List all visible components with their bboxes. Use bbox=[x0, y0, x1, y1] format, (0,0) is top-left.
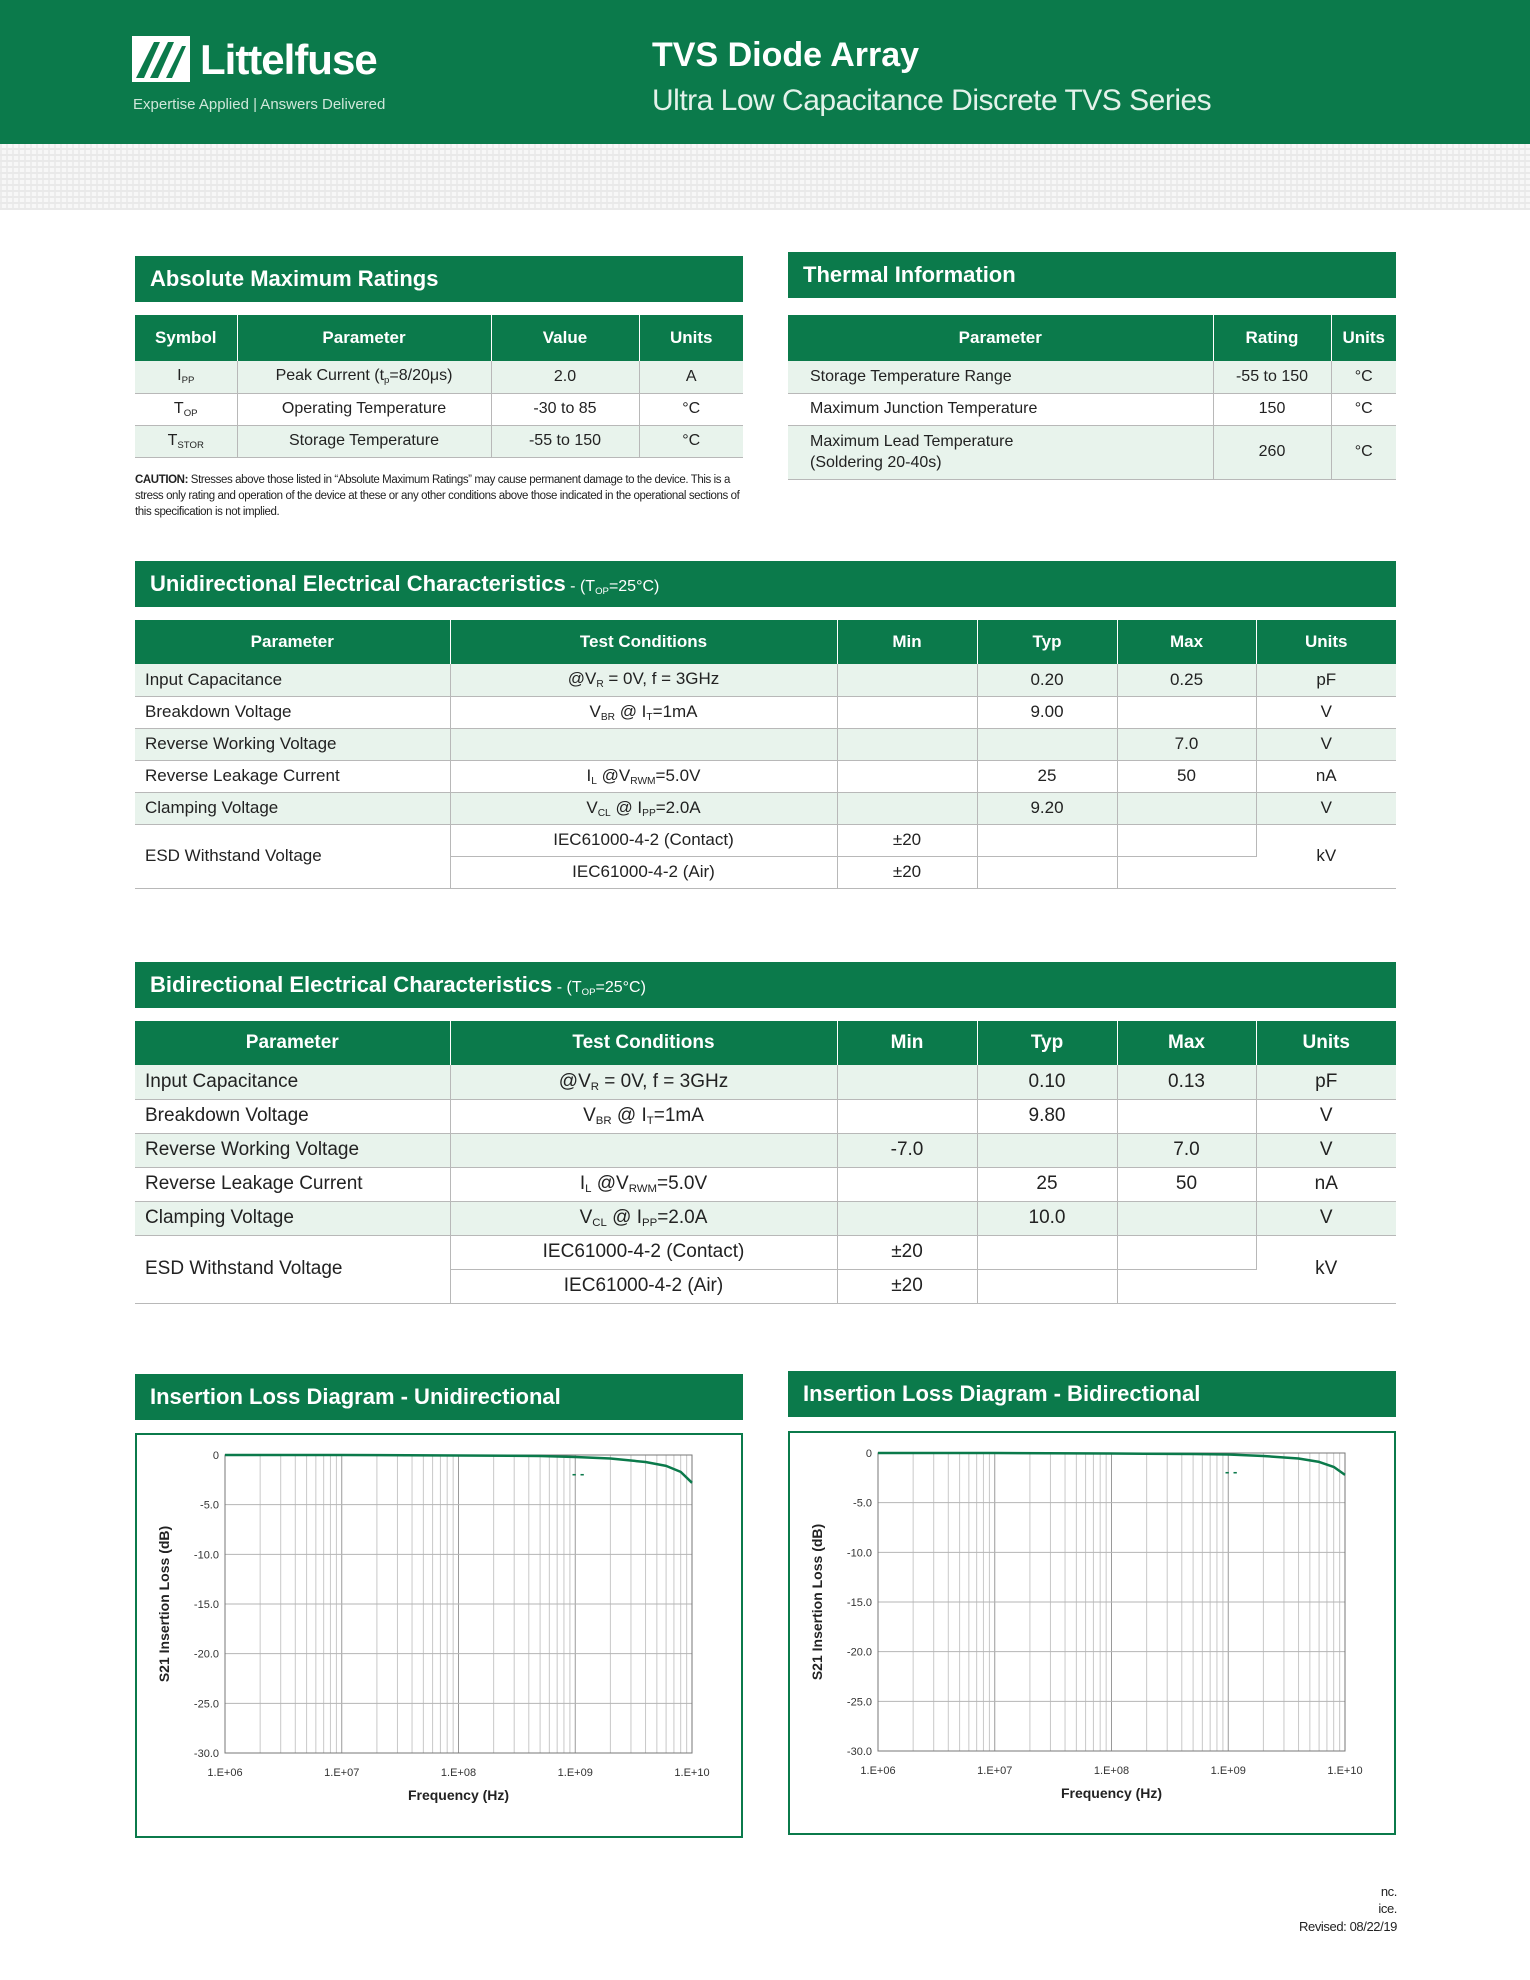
min-cell: ±20 bbox=[837, 824, 977, 856]
symbol-cell: $I_{PP}$ bbox=[135, 361, 237, 393]
test-condition-cell: $V_{CL}$ @ $I_{PP}=2.0A$ bbox=[450, 1201, 837, 1235]
table-row bbox=[135, 1201, 1396, 1235]
bidirectional-heading: Bidirectional Electrical Characteristics - $(T_{OP}=25^\circ C)$ bbox=[135, 962, 1396, 1008]
insertion-loss-bi-chart bbox=[788, 1431, 1396, 1835]
parameter-cell: Clamping Voltage bbox=[135, 1201, 450, 1235]
col-header: Parameter bbox=[237, 315, 491, 361]
y-tick-label: -15.0 bbox=[846, 1597, 872, 1609]
table-row bbox=[788, 361, 1396, 393]
table-header-row bbox=[788, 315, 1396, 361]
max-cell: 50 bbox=[1117, 760, 1256, 792]
max-cell bbox=[1117, 1099, 1256, 1133]
insertion-loss-uni-chart bbox=[135, 1433, 743, 1838]
parameter-cell: ESD Withstand Voltage bbox=[135, 1235, 450, 1303]
x-tick-label: 1.E+07 bbox=[324, 1767, 360, 1779]
x-tick-label: 1.E+06 bbox=[860, 1765, 896, 1777]
units-cell: pF bbox=[1256, 1065, 1396, 1099]
max-cell: 50 bbox=[1117, 1167, 1256, 1201]
decorative-pattern-band bbox=[0, 144, 1530, 210]
col-header: Min bbox=[837, 620, 977, 664]
x-tick-label: 1.E+09 bbox=[557, 1767, 593, 1779]
typ-cell: 0.20 bbox=[977, 664, 1117, 696]
table-row bbox=[135, 664, 1396, 696]
header-banner bbox=[0, 0, 1530, 144]
x-tick-label: 1.E+10 bbox=[1327, 1765, 1363, 1777]
units-cell: V bbox=[1256, 792, 1396, 824]
y-axis-label: S21 Insertion Loss (dB) bbox=[809, 1523, 825, 1681]
y-tick-label: 0 bbox=[865, 1448, 872, 1460]
littelfuse-logo-icon bbox=[132, 34, 190, 84]
table-row bbox=[135, 792, 1396, 824]
footer-revised: Revised: 08/22/19 bbox=[1299, 1919, 1397, 1934]
x-axis-label: Frequency (Hz) bbox=[407, 1787, 510, 1803]
typ-cell bbox=[977, 1235, 1117, 1269]
chart-svg bbox=[790, 1433, 1394, 1833]
units-cell: nA bbox=[1256, 1167, 1396, 1201]
symbol-cell: $T_{OP}$ bbox=[135, 393, 237, 425]
typ-cell: 25 bbox=[977, 760, 1117, 792]
y-axis-label: S21 Insertion Loss (dB) bbox=[156, 1525, 172, 1683]
y-tick-label: 0 bbox=[212, 1450, 219, 1462]
abs-max-table bbox=[135, 315, 743, 458]
thermal-heading: Thermal Information bbox=[788, 252, 1396, 298]
units-cell: V bbox=[1256, 696, 1396, 728]
table-row bbox=[135, 824, 1396, 856]
value-cell: -55 to 150 bbox=[491, 425, 639, 457]
value-cell: -30 to 85 bbox=[491, 393, 639, 425]
unidirectional-heading: Unidirectional Electrical Characteristics - $(T_{OP}=25^\circ C)$ bbox=[135, 561, 1396, 607]
insertion-loss-bi-heading: Insertion Loss Diagram - Bidirectional bbox=[788, 1371, 1396, 1417]
parameter-cell: Input Capacitance bbox=[135, 1065, 450, 1099]
test-condition-cell: $V_{CL}$ @ $I_{PP}=2.0A$ bbox=[450, 792, 837, 824]
parameter-cell: Operating Temperature bbox=[237, 393, 491, 425]
parameter-cell: Input Capacitance bbox=[135, 664, 450, 696]
units-cell: °C bbox=[639, 393, 743, 425]
table-row bbox=[135, 1099, 1396, 1133]
typ-cell: 9.00 bbox=[977, 696, 1117, 728]
table-row bbox=[135, 361, 743, 393]
col-header: Value bbox=[491, 315, 639, 361]
col-header: Typ bbox=[977, 1021, 1117, 1065]
rating-cell: 150 bbox=[1213, 393, 1331, 425]
y-tick-label: -30.0 bbox=[193, 1748, 219, 1760]
test-condition-cell: $I_L$ $@V_{RWM}=5.0V$ bbox=[450, 760, 837, 792]
col-header: Parameter bbox=[135, 620, 450, 664]
test-condition-cell: IEC61000-4-2 (Contact) bbox=[450, 824, 837, 856]
abs-max-heading: Absolute Maximum Ratings bbox=[135, 256, 743, 302]
table-row bbox=[135, 1167, 1396, 1201]
caution-note: CAUTION: Stresses above those listed in “Absolute Maximum Ratings” may cause permanent damage to the device. This is a stress only rating and operation of the device at these or any other conditions above those indicated in the operational sections of this specification is not implied. bbox=[135, 474, 740, 518]
symbol-cell: $T_{STOR}$ bbox=[135, 425, 237, 457]
max-cell bbox=[1117, 824, 1256, 856]
max-cell: 0.25 bbox=[1117, 664, 1256, 696]
table-row bbox=[135, 1235, 1396, 1269]
chart-svg bbox=[137, 1435, 741, 1836]
max-cell: 0.13 bbox=[1117, 1065, 1256, 1099]
units-cell: V bbox=[1256, 1133, 1396, 1167]
typ-cell bbox=[977, 856, 1117, 888]
min-cell bbox=[837, 1099, 977, 1133]
units-cell: °C bbox=[1331, 361, 1396, 393]
table-row bbox=[788, 393, 1396, 425]
units-cell: °C bbox=[1331, 425, 1396, 479]
brand-name: Littelfuse bbox=[200, 36, 377, 83]
max-cell bbox=[1117, 1269, 1256, 1303]
x-tick-label: 1.E+08 bbox=[440, 1767, 477, 1779]
min-cell bbox=[837, 760, 977, 792]
parameter-cell: ESD Withstand Voltage bbox=[135, 824, 450, 888]
max-cell bbox=[1117, 1235, 1256, 1269]
typ-cell bbox=[977, 1269, 1117, 1303]
parameter-cell: Reverse Leakage Current bbox=[135, 1167, 450, 1201]
col-header: Min bbox=[837, 1021, 977, 1065]
col-header: Max bbox=[1117, 620, 1256, 664]
col-header: Test Conditions bbox=[450, 620, 837, 664]
parameter-cell: Reverse Working Voltage bbox=[135, 1133, 450, 1167]
y-tick-label: -25.0 bbox=[846, 1696, 872, 1709]
min-cell bbox=[837, 792, 977, 824]
max-cell bbox=[1117, 792, 1256, 824]
legend-marker: - - bbox=[1225, 1464, 1238, 1479]
min-cell: ±20 bbox=[837, 1269, 977, 1303]
max-cell bbox=[1117, 856, 1256, 888]
min-cell bbox=[837, 1201, 977, 1235]
col-header: Parameter bbox=[135, 1021, 450, 1065]
parameter-cell: Reverse Working Voltage bbox=[135, 728, 450, 760]
test-condition-cell bbox=[450, 728, 837, 760]
typ-cell bbox=[977, 1133, 1117, 1167]
test-condition-cell: IEC61000-4-2 (Air) bbox=[450, 856, 837, 888]
col-header: Typ bbox=[977, 620, 1117, 664]
page-title: TVS Diode Array bbox=[652, 36, 920, 74]
col-header: Units bbox=[1256, 620, 1396, 664]
y-tick-label: -15.0 bbox=[193, 1599, 219, 1611]
table-row bbox=[135, 1065, 1396, 1099]
col-header: Units bbox=[639, 315, 743, 361]
y-tick-label: -5.0 bbox=[853, 1497, 872, 1510]
footer-line: ice. bbox=[1378, 1901, 1397, 1916]
test-condition-cell: IEC61000-4-2 (Contact) bbox=[450, 1235, 837, 1269]
min-cell bbox=[837, 728, 977, 760]
parameter-cell: Maximum Lead Temperature (Soldering 20-40s) bbox=[788, 425, 1213, 479]
table-row bbox=[788, 425, 1396, 479]
units-cell: V bbox=[1256, 1201, 1396, 1235]
test-condition-cell: $@V_R = 0V$, f = 3GHz bbox=[450, 664, 837, 696]
brand-tagline: Expertise Applied | Answers Delivered bbox=[133, 96, 386, 113]
max-cell bbox=[1117, 696, 1256, 728]
units-cell: nA bbox=[1256, 760, 1396, 792]
typ-cell: 9.20 bbox=[977, 792, 1117, 824]
col-header: Units bbox=[1256, 1021, 1396, 1065]
test-condition-cell bbox=[450, 1133, 837, 1167]
typ-cell bbox=[977, 824, 1117, 856]
units-cell: °C bbox=[639, 425, 743, 457]
typ-cell bbox=[977, 728, 1117, 760]
table-row bbox=[135, 1133, 1396, 1167]
test-condition-cell: IEC61000-4-2 (Air) bbox=[450, 1269, 837, 1303]
x-tick-label: 1.E+09 bbox=[1210, 1765, 1246, 1777]
table-header-row bbox=[135, 315, 743, 361]
x-axis-label: Frequency (Hz) bbox=[1060, 1785, 1163, 1801]
x-tick-label: 1.E+08 bbox=[1093, 1765, 1130, 1777]
parameter-cell: Reverse Leakage Current bbox=[135, 760, 450, 792]
max-cell: 7.0 bbox=[1117, 728, 1256, 760]
parameter-cell: Maximum Junction Temperature bbox=[788, 393, 1213, 425]
table-row bbox=[135, 728, 1396, 760]
test-condition-cell: $I_L$ $@V_{RWM}=5.0V$ bbox=[450, 1167, 837, 1201]
min-cell bbox=[837, 1065, 977, 1099]
units-cell: °C bbox=[1331, 393, 1396, 425]
test-condition-cell: $@V_R = 0V$, f = 3GHz bbox=[450, 1065, 837, 1099]
parameter-cell: Breakdown Voltage bbox=[135, 1099, 450, 1133]
x-tick-label: 1.E+06 bbox=[207, 1767, 243, 1779]
min-cell bbox=[837, 664, 977, 696]
units-cell: kV bbox=[1256, 1235, 1396, 1303]
parameter-cell: Peak Current $(t_p=8/20\mu s)$ bbox=[237, 361, 491, 393]
y-tick-label: -5.0 bbox=[200, 1499, 219, 1512]
y-tick-label: -25.0 bbox=[193, 1698, 219, 1711]
min-cell bbox=[837, 1167, 977, 1201]
test-condition-cell: $V_{BR}$ @ $I_T=1mA$ bbox=[450, 1099, 837, 1133]
min-cell: -7.0 bbox=[837, 1133, 977, 1167]
table-header-row bbox=[135, 620, 1396, 664]
y-tick-label: -20.0 bbox=[846, 1646, 872, 1659]
y-tick-label: -10.0 bbox=[193, 1549, 219, 1562]
insertion-loss-uni-heading: Insertion Loss Diagram - Unidirectional bbox=[135, 1374, 743, 1420]
table-row bbox=[135, 393, 743, 425]
unidirectional-table bbox=[135, 620, 1396, 889]
typ-cell: 0.10 bbox=[977, 1065, 1117, 1099]
rating-cell: -55 to 150 bbox=[1213, 361, 1331, 393]
col-header: Rating bbox=[1213, 315, 1331, 361]
col-header: Units bbox=[1331, 315, 1396, 361]
footer-line: nc. bbox=[1380, 1884, 1397, 1899]
typ-cell: 9.80 bbox=[977, 1099, 1117, 1133]
units-cell: V bbox=[1256, 1099, 1396, 1133]
min-cell bbox=[837, 696, 977, 728]
y-tick-label: -20.0 bbox=[193, 1648, 219, 1661]
test-condition-cell: $V_{BR}$ @ $I_T=1mA$ bbox=[450, 696, 837, 728]
rating-cell: 260 bbox=[1213, 425, 1331, 479]
bidirectional-table bbox=[135, 1021, 1396, 1304]
table-row bbox=[135, 760, 1396, 792]
parameter-cell: Storage Temperature bbox=[237, 425, 491, 457]
units-cell: V bbox=[1256, 728, 1396, 760]
x-tick-label: 1.E+07 bbox=[977, 1765, 1013, 1777]
min-cell: ±20 bbox=[837, 1235, 977, 1269]
table-header-row bbox=[135, 1021, 1396, 1065]
max-cell: 7.0 bbox=[1117, 1133, 1256, 1167]
y-tick-label: -10.0 bbox=[846, 1547, 872, 1560]
y-tick-label: -30.0 bbox=[846, 1746, 872, 1758]
parameter-cell: Breakdown Voltage bbox=[135, 696, 450, 728]
table-row bbox=[135, 696, 1396, 728]
page-subtitle: Ultra Low Capacitance Discrete TVS Series bbox=[652, 84, 1212, 117]
thermal-table bbox=[788, 315, 1396, 480]
units-cell: pF bbox=[1256, 664, 1396, 696]
typ-cell: 10.0 bbox=[977, 1201, 1117, 1235]
typ-cell: 25 bbox=[977, 1167, 1117, 1201]
parameter-cell: Storage Temperature Range bbox=[788, 361, 1213, 393]
units-cell: A bbox=[639, 361, 743, 393]
col-header: Test Conditions bbox=[450, 1021, 837, 1065]
legend-marker: - - bbox=[572, 1466, 585, 1481]
value-cell: 2.0 bbox=[491, 361, 639, 393]
units-cell: kV bbox=[1256, 824, 1396, 888]
min-cell: ±20 bbox=[837, 856, 977, 888]
max-cell bbox=[1117, 1201, 1256, 1235]
x-tick-label: 1.E+10 bbox=[674, 1767, 710, 1779]
col-header: Symbol bbox=[135, 315, 237, 361]
col-header: Max bbox=[1117, 1021, 1256, 1065]
table-row bbox=[135, 425, 743, 457]
col-header: Parameter bbox=[788, 315, 1213, 361]
parameter-cell: Clamping Voltage bbox=[135, 792, 450, 824]
